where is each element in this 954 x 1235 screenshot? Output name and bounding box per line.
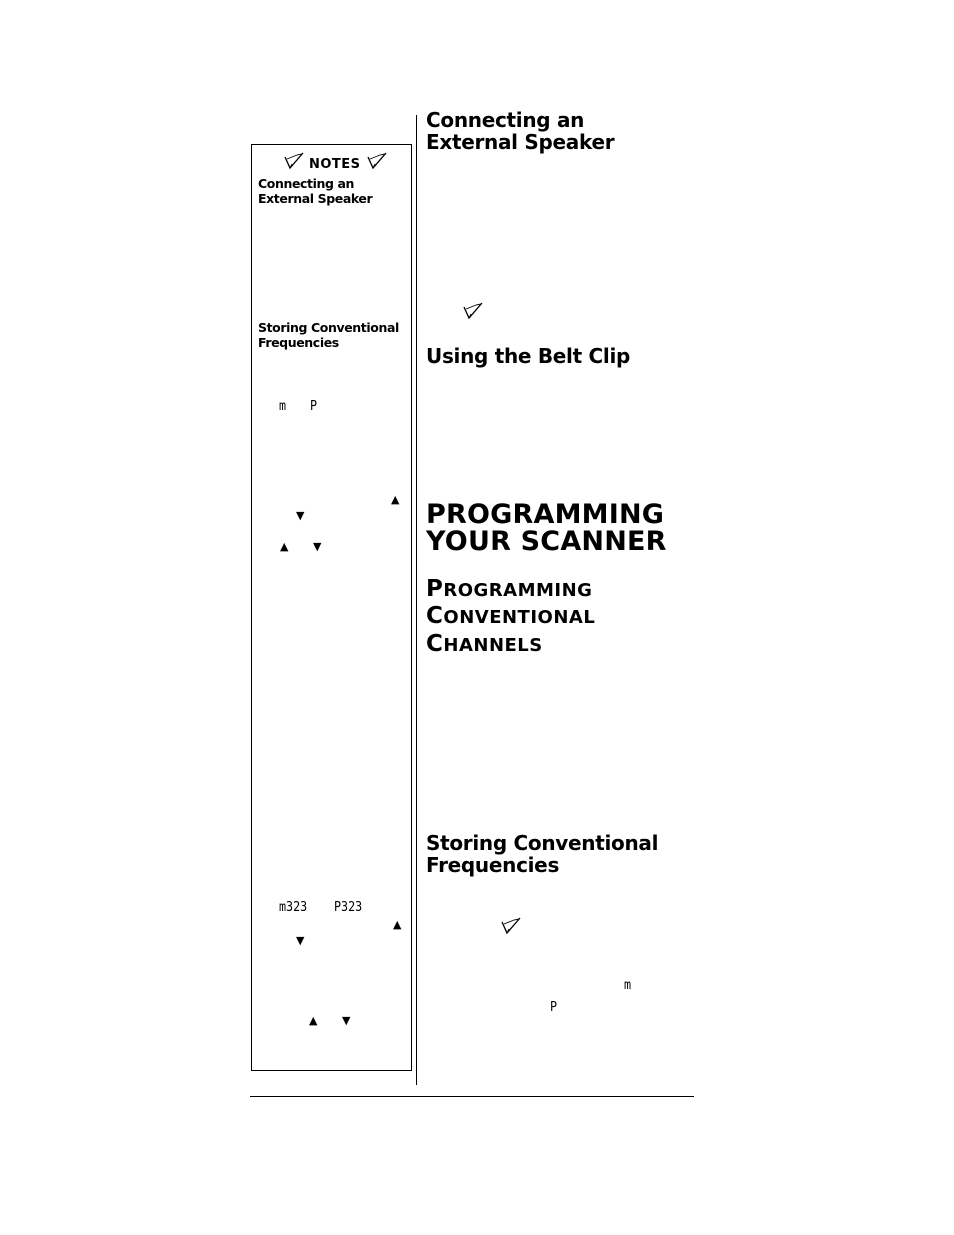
heading-connecting-external-speaker: Connecting an External Speaker [426, 108, 615, 154]
heading-using-belt-clip: Using the Belt Clip [426, 344, 631, 368]
subchapter-rest: ONVENTIONAL [443, 607, 596, 628]
subchapter-initial: C [426, 603, 444, 629]
chapter-title-line-2: YOUR SCANNER [426, 526, 667, 557]
down-arrow-icon: ▼ [313, 540, 322, 553]
chapter-title [426, 501, 667, 555]
subchapter-initial: C [426, 631, 444, 657]
note-heading-storing-frequencies: Storing Conventional Frequencies [258, 320, 399, 350]
footer-rule [250, 1096, 694, 1097]
note-pen-icon [500, 916, 522, 936]
note-pen-icon [283, 151, 305, 171]
up-arrow-icon: ▲ [280, 540, 289, 553]
note-heading-external-speaker: Connecting an External Speaker [258, 176, 373, 206]
notes-header [283, 149, 388, 173]
notes-sidebar [251, 144, 412, 1071]
notes-title: NOTES [309, 156, 361, 172]
subchapter-line-1 [426, 578, 592, 602]
column-divider [416, 115, 417, 1085]
up-arrow-icon: ▲ [391, 493, 400, 506]
note-pen-icon [366, 151, 388, 171]
heading-storing-conventional-frequencies: Storing Conventional Frequencies [426, 831, 659, 877]
chapter-title-line-1: PROGRAMMING [426, 499, 665, 530]
subchapter-line-3 [426, 633, 543, 657]
subchapter-initial: P [426, 576, 444, 602]
lcd-p323-display: P323 [334, 900, 363, 915]
lcd-m323-display: m323 [279, 900, 308, 915]
lcd-m-indicator: m [624, 978, 632, 993]
subchapter-rest: ROGRAMMING [443, 580, 593, 601]
down-arrow-icon: ▼ [296, 509, 305, 522]
up-arrow-icon: ▲ [309, 1014, 318, 1027]
subchapter-line-2 [426, 605, 595, 629]
up-arrow-icon: ▲ [393, 918, 402, 931]
note-pen-icon [462, 301, 484, 321]
lcd-p-indicator: P [310, 399, 318, 414]
down-arrow-icon: ▼ [342, 1014, 351, 1027]
lcd-p-indicator: P [550, 1000, 558, 1015]
down-arrow-icon: ▼ [296, 934, 305, 947]
lcd-m-indicator: m [279, 399, 287, 414]
subchapter-rest: HANNELS [443, 635, 543, 656]
